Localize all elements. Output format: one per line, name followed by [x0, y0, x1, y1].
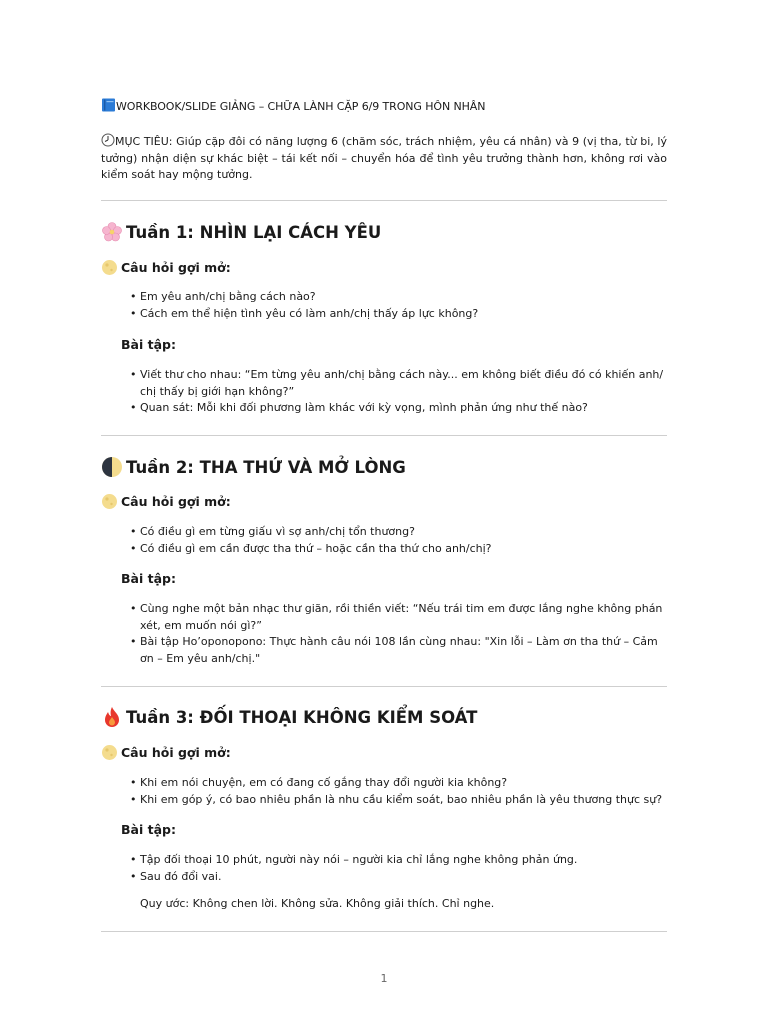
divider	[101, 435, 667, 436]
full-moon-icon	[101, 493, 118, 510]
list-item: • Cùng nghe một bản nhạc thư giãn, rồi thiền viết: “Nếu trái tim em được lắng nghe không phán xét, em muốn nói gì?”	[130, 601, 670, 634]
week-2-question-list	[130, 524, 670, 557]
document-title-text: WORKBOOK/SLIDE GIẢNG – CHỮA LÀNH CẶP 6/9 TRONG HÔN NHÂN	[116, 100, 486, 113]
document-title	[101, 98, 485, 113]
week-1-title	[101, 221, 381, 243]
clock-icon	[101, 133, 115, 147]
list-item: • Có điều gì em cần được tha thứ – hoặc cần tha thứ cho anh/chị?	[130, 541, 670, 558]
week-1-question-list	[130, 289, 670, 322]
week-1-title-text: Tuần 1: NHÌN LẠI CÁCH YÊU	[126, 223, 382, 242]
full-moon-icon	[101, 744, 118, 761]
divider	[101, 200, 667, 201]
list-item: • Em yêu anh/chị bằng cách nào?	[130, 289, 670, 306]
list-item: • Cách em thể hiện tình yêu có làm anh/chị thấy áp lực không?	[130, 306, 670, 323]
list-item: • Quan sát: Mỗi khi đối phương làm khác với kỳ vọng, mình phản ứng như thế nào?	[130, 400, 670, 417]
week-2-questions-heading: Câu hỏi gợi mở:	[101, 493, 231, 510]
half-moon-icon	[101, 456, 123, 478]
list-item: • Có điều gì em từng giấu vì sợ anh/chị tổn thương?	[130, 524, 670, 541]
week-3-exercise-list	[130, 852, 670, 885]
page-number: 1	[380, 972, 388, 985]
week-3-title-text: Tuần 3: ĐỐI THOẠI KHÔNG KIỂM SOÁT	[126, 708, 478, 727]
week-2-exercises-heading: Bài tập:	[121, 571, 176, 586]
list-item: • Khi em góp ý, có bao nhiêu phần là nhu cầu kiểm soát, bao nhiêu phần là yêu thương thực sự?	[130, 792, 670, 809]
divider	[101, 931, 667, 932]
cherry-blossom-icon	[101, 221, 123, 243]
objective-text: MỤC TIÊU: Giúp cặp đôi có năng lượng 6 (chăm sóc, trách nhiệm, yêu cá nhân) và 9 (vị tha, từ bi, lý tưởng) nhận diện sự khác biệt – tái kết nối – chuyển hóa để tình yêu trưởng thành hơn, không rơi vào kiểm soát hay mộng tưởng.	[101, 135, 667, 181]
rule-note: Quy ước: Không chen lời. Không sửa. Không giải thích. Chỉ nghe.	[140, 897, 495, 910]
list-item: • Khi em nói chuyện, em có đang cố gắng thay đổi người kia không?	[130, 775, 670, 792]
list-item: • Viết thư cho nhau: “Em từng yêu anh/chị bằng cách này... em không biết điều đó có khiến anh/ chị thấy bị giới hạn không?”	[130, 367, 670, 400]
week-3-question-list	[130, 775, 670, 808]
list-item: • Tập đối thoại 10 phút, người này nói – người kia chỉ lắng nghe không phản ứng.	[130, 852, 670, 869]
week-1-exercises-heading: Bài tập:	[121, 337, 176, 352]
list-item: • Sau đó đổi vai.	[130, 869, 670, 886]
week-3-exercises-heading: Bài tập:	[121, 822, 176, 837]
blue-book-icon	[101, 98, 116, 112]
fire-icon	[101, 706, 123, 728]
week-2-title	[101, 456, 406, 478]
divider	[101, 686, 667, 687]
week-2-exercise-list	[130, 601, 670, 667]
week-3-questions-heading: Câu hỏi gợi mở:	[101, 744, 231, 761]
week-3-title	[101, 706, 477, 728]
objective-paragraph	[101, 133, 667, 184]
week-1-questions-heading: Câu hỏi gợi mở:	[101, 259, 231, 276]
week-2-title-text: Tuần 2: THA THỨ VÀ MỞ LÒNG	[126, 458, 406, 477]
week-1-exercise-list	[130, 367, 670, 417]
full-moon-icon	[101, 259, 118, 276]
list-item: • Bài tập Ho’oponopono: Thực hành câu nói 108 lần cùng nhau: "Xin lỗi – Làm ơn tha thứ – Cảm ơn – Em yêu anh/chị."	[130, 634, 670, 667]
